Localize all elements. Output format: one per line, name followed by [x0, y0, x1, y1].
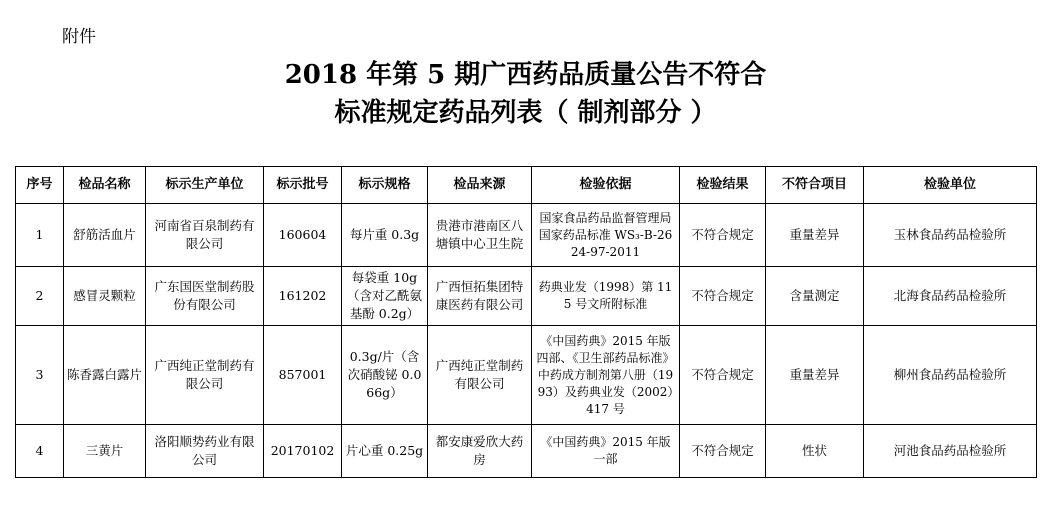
cell-specification: 片心重 0.25g	[342, 425, 428, 478]
document-title-line-1: 2018 年第 5 期广西药品质量公告不符合	[284, 60, 767, 90]
cell-index: 4	[16, 425, 64, 478]
cell-test-result: 不符合规定	[680, 267, 766, 326]
cell-sample-source: 广西纯正堂制药有限公司	[428, 326, 532, 425]
cell-manufacturer: 河南省百泉制药有限公司	[146, 204, 264, 267]
cell-nonconforming-item: 重量差异	[766, 204, 864, 267]
cell-manufacturer: 洛阳顺势药业有限公司	[146, 425, 264, 478]
cell-test-basis: 药典业发（1998）第 115 号文所附标准	[532, 267, 680, 326]
cell-manufacturer: 广东国医堂制药股份有限公司	[146, 267, 264, 326]
cell-sample-source: 广西恒拓集团特康医药有限公司	[428, 267, 532, 326]
header-sample-source: 检品来源	[428, 167, 532, 204]
cell-test-result: 不符合规定	[680, 204, 766, 267]
header-test-basis: 检验依据	[532, 167, 680, 204]
header-nonconforming-item: 不符合项目	[766, 167, 864, 204]
cell-specification: 每袋重 10g（含对乙酰氨基酚 0.2g）	[342, 267, 428, 326]
header-index: 序号	[16, 167, 64, 204]
cell-test-result: 不符合规定	[680, 326, 766, 425]
cell-specification: 每片重 0.3g	[342, 204, 428, 267]
cell-testing-unit: 柳州食品药品检验所	[864, 326, 1037, 425]
cell-test-basis: 国家食品药品监督管理局国家药品标准 WS₃-B-2624-97-2011	[532, 204, 680, 267]
cell-batch-number: 161202	[264, 267, 342, 326]
cell-batch-number: 20170102	[264, 425, 342, 478]
cell-batch-number: 160604	[264, 204, 342, 267]
cell-manufacturer: 广西纯正堂制药有限公司	[146, 326, 264, 425]
cell-batch-number: 857001	[264, 326, 342, 425]
cell-product-name: 舒筋活血片	[64, 204, 146, 267]
cell-test-basis: 《中国药典》2015 年版四部、《卫生部药品标准》中药成方制剂第八册（1993）及药典业发（2002）417 号	[532, 326, 680, 425]
cell-nonconforming-item: 含量测定	[766, 267, 864, 326]
header-product-name: 检品名称	[64, 167, 146, 204]
header-specification: 标示规格	[342, 167, 428, 204]
table-row	[16, 425, 1037, 478]
cell-testing-unit: 玉林食品药品检验所	[864, 204, 1037, 267]
cell-product-name: 陈香露白露片	[64, 326, 146, 425]
cell-index: 2	[16, 267, 64, 326]
header-batch-number: 标示批号	[264, 167, 342, 204]
table-row	[16, 204, 1037, 267]
cell-index: 3	[16, 326, 64, 425]
cell-sample-source: 贵港市港南区八塘镇中心卫生院	[428, 204, 532, 267]
table-row	[16, 267, 1037, 326]
cell-specification: 0.3g/片（含次硝酸铋 0.066g）	[342, 326, 428, 425]
cell-product-name: 感冒灵颗粒	[64, 267, 146, 326]
cell-test-result: 不符合规定	[680, 425, 766, 478]
header-manufacturer: 标示生产单位	[146, 167, 264, 204]
cell-nonconforming-item: 性状	[766, 425, 864, 478]
cell-test-basis: 《中国药典》2015 年版一部	[532, 425, 680, 478]
document-title-line-2: 标准规定药品列表（ 制剂部分 ）	[334, 98, 717, 128]
cell-testing-unit: 河池食品药品检验所	[864, 425, 1037, 478]
header-testing-unit: 检验单位	[864, 167, 1037, 204]
header-test-result: 检验结果	[680, 167, 766, 204]
cell-nonconforming-item: 重量差异	[766, 326, 864, 425]
nonconforming-drugs-table	[15, 166, 1037, 478]
cell-testing-unit: 北海食品药品检验所	[864, 267, 1037, 326]
table-header-row	[16, 167, 1037, 204]
table-row	[16, 326, 1037, 425]
cell-product-name: 三黄片	[64, 425, 146, 478]
attachment-label: 附件	[62, 27, 96, 47]
cell-index: 1	[16, 204, 64, 267]
cell-sample-source: 都安康爱欣大药房	[428, 425, 532, 478]
